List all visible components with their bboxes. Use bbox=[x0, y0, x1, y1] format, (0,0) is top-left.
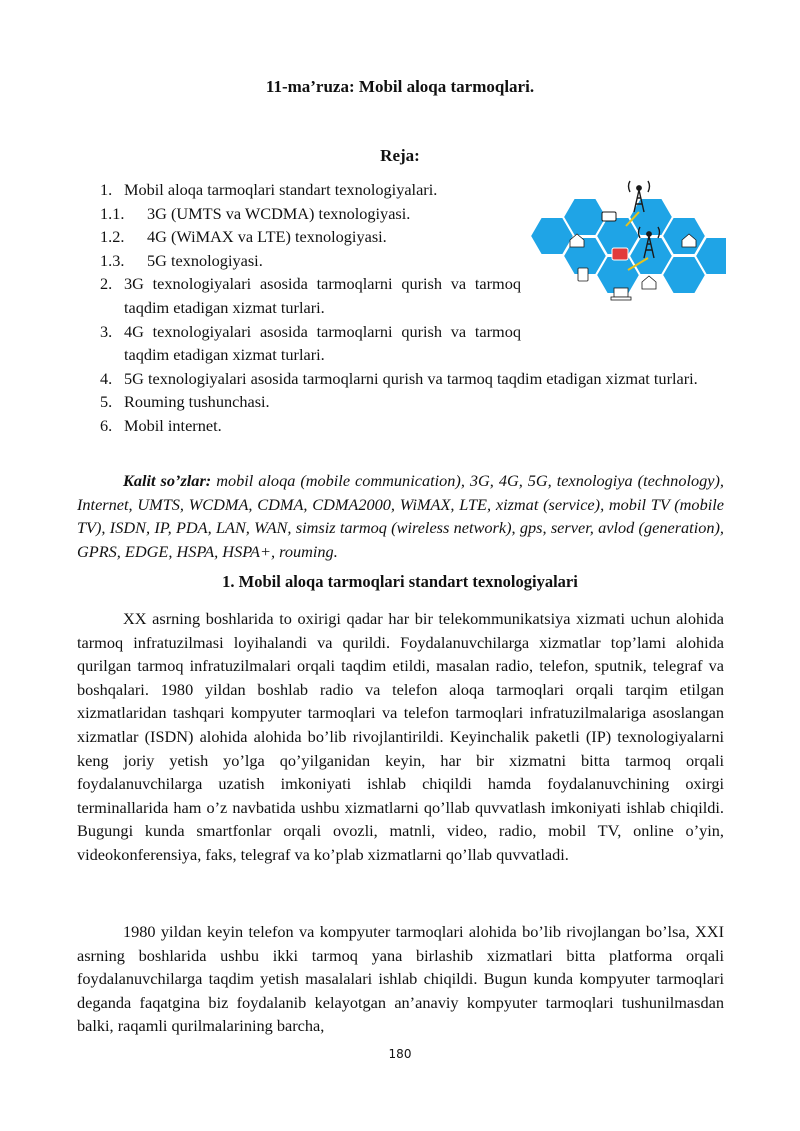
smartphone-icon bbox=[602, 212, 616, 221]
keywords-text: mobil aloqa (mobile communication), 3G, 4G, 5G, texnologiya (technology), Internet, UMTS, WCDMA, CDMA, CDMA2000, WiMAX, LTE, xizmat (service), mobil TV (mobile TV), ISDN, IP, PDA, LAN, WAN, simsiz tarmoq (wireless network), gps, server, avlod (generation), GPRS, EDGE, HSPA, HSPA+, rouming. bbox=[77, 471, 724, 561]
body-paragraph: 1980 yildan keyin telefon va kompyuter tarmoqlari alohida bo’lib rivojlangan bo’lsa, XXI asrning boshlarida ushbu ikki tarmoq yana birlashib xizmatlari bitta platforma orqali foydalanuvchilarga taqdim yetish masalalari ishlab chiqildi. Bugun kunda kompyuter tarmoqlari deganda faqatgina biz foydalanib kelayotgan an’anaviy kompyuter tarmoqlari tushunilmasdan balki, raqamli qurilmalarining barcha, bbox=[77, 922, 724, 1036]
plan-item-number: 1.1. bbox=[100, 203, 125, 223]
plan-item bbox=[100, 414, 724, 438]
plan-item-number: 2. bbox=[100, 274, 113, 294]
plan-item-number: 1.2. bbox=[100, 227, 125, 247]
plan-item-number: 1.3. bbox=[100, 250, 125, 270]
keywords-label: Kalit so’zlar: bbox=[123, 471, 212, 490]
plan-item-number: 5. bbox=[100, 392, 113, 412]
keywords-paragraph bbox=[77, 469, 724, 563]
plan-item-text: 5G texnologiyalari asosida tarmoqlarni qurish va tarmoq taqdim etadigan xizmat turlari. bbox=[124, 368, 698, 388]
body-paragraph: XX asrning boshlarida to oxirigi qadar har bir telekommunikatsiya xizmati uchun alohida tarmoq infratuzilmasi loyihalandi va qurildi. Foydalanuvchilarga xizmatlar top’lami alohida qurilgan tarmoq infratuzilmalari orqali taqdim etildi, masalan radio, telefon, sputnik, telegraf va boshqalari. 1980 yildan boshlab radio va telefon aloqa tarmoqlari orqali tarqim etilgan xizmatlaridan tashqari kompyuter tarmoqlari va telefon tarmoqlari infratuzilmalariga asoslangan xizmatlar (ISDN) alohida alohida bo’lib rivojlantirildi. Keyinchalik paketli (IP) texnologiyalarni keng joriy yetish yo’lga qo’yilganidan keyin, har bir xizmatni bitta tarmoq orqali foydalanuvchilarga uzatish imkoniyati ishlab chiqildi hamda foydalanuvchining oxirgi terminallarida ham o’z navbatida ushbu xizmatlarni qo’llab quvvatlash imkoniyati ishlab chiqildi. Bugungi kunda smartfonlar orqali ovozli, matnli, video, radio, mobil TV, online o’yin, videokonferensiya, faks, telegraf va ko’plab xizmatlarni qo’llab quvvatladi. bbox=[77, 609, 724, 864]
plan-item-number: 6. bbox=[100, 415, 113, 435]
plan-item-number: 3. bbox=[100, 321, 113, 341]
laptop-icon bbox=[611, 288, 631, 300]
plan-item-number: 4. bbox=[100, 368, 113, 388]
lecture-title: 11-ma’ruza: Mobil aloqa tarmoqlari. bbox=[265, 77, 535, 96]
plan-item-text: 4G texnologiyalari asosida tarmoqlarni qurish va tarmoq taqdim etadigan xizmat turlari. bbox=[124, 321, 521, 365]
cellular-network-illustration bbox=[530, 178, 726, 316]
section-heading: 1. Mobil aloqa tarmoqlari standart texnologiyalari bbox=[222, 572, 578, 591]
plan-item bbox=[100, 320, 724, 367]
plan-item-text: 3G (UMTS va WCDMA) texnologiyasi. bbox=[147, 203, 411, 223]
red-device-icon bbox=[612, 248, 628, 260]
plan-item bbox=[100, 390, 724, 414]
plan-item-number: 1. bbox=[100, 180, 113, 199]
plan-item bbox=[100, 367, 724, 391]
plan-item-text: 4G (WiMAX va LTE) texnologiyasi. bbox=[147, 227, 387, 247]
plan-item-text: 5G texnologiyasi. bbox=[147, 250, 263, 270]
plan-item-text: Mobil internet. bbox=[124, 415, 222, 435]
plan-item-text: Rouming tushunchasi. bbox=[124, 392, 270, 412]
plan-item-text: Mobil aloqa tarmoqlari standart texnologiyalari. bbox=[124, 180, 438, 199]
house-icon bbox=[642, 276, 656, 289]
plan-item-text: 3G texnologiyalari asosida tarmoqlarni qurish va tarmoq taqdim etadigan xizmat turlari. bbox=[124, 274, 521, 317]
plan-heading-text: Reja: bbox=[380, 146, 420, 165]
page-number: 180 bbox=[388, 1047, 412, 1061]
plan-heading bbox=[0, 146, 800, 166]
tablet-icon bbox=[578, 268, 588, 281]
